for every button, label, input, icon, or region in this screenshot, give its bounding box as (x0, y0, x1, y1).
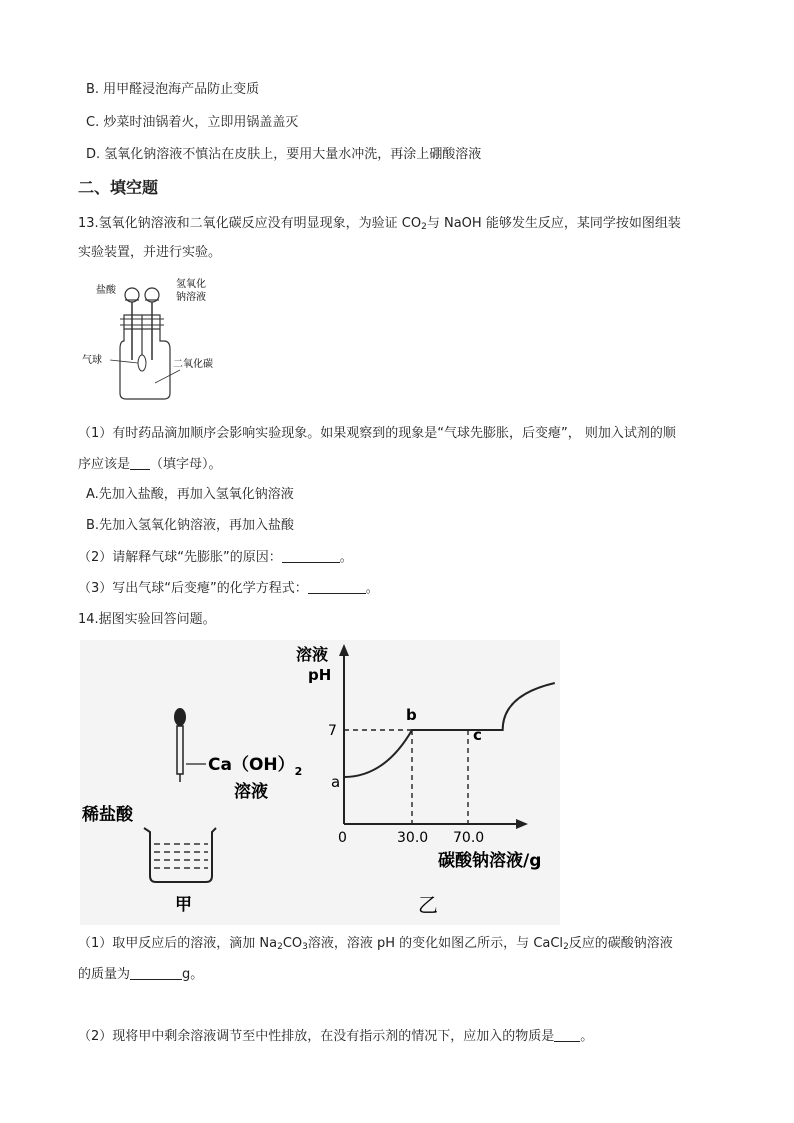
figure-jia (81, 708, 302, 915)
q13-part1-line2: 序应该是 （填字母）。 (78, 457, 222, 472)
label-hcl: 盐酸 (96, 285, 116, 296)
caption-yi: 乙 (418, 893, 438, 917)
x-tick-30: 30.0 (397, 830, 429, 846)
answer-blank-4[interactable] (130, 965, 182, 980)
point-label-a: a (331, 773, 341, 791)
bottle (120, 329, 170, 399)
x-label: 碳酸钠溶液/g (438, 851, 542, 871)
reagent-label-2: 溶液 (234, 782, 268, 802)
q13-option-b: B.先加入氢氧化钠溶液，再加入盐酸 (86, 518, 295, 533)
q13-apparatus-figure (80, 275, 230, 405)
x-tick-0: 0 (338, 830, 347, 846)
option-c: C. 炒菜时油锅着火，立即用锅盖盖灭 (86, 115, 299, 130)
label-co2: 二氧化碳 (173, 359, 213, 370)
answer-blank-5[interactable] (554, 1027, 580, 1042)
y-label-2: pH (308, 666, 332, 684)
answer-blank-3[interactable] (308, 579, 366, 594)
q13-part2: （2）请解释气球“先膨胀”的原因： 。 (78, 550, 353, 565)
beaker-liquid (154, 844, 208, 868)
y-label-1: 溶液 (296, 645, 329, 664)
answer-blank-2[interactable] (282, 548, 340, 563)
q13-stem-line2: 实验装置，并进行实验。 (78, 245, 222, 260)
dropper-bulb (174, 708, 186, 726)
balloon (138, 355, 146, 371)
q14-figure (80, 640, 560, 925)
option-b: B. 用甲醛浸泡海产品防止变质 (86, 82, 260, 97)
q14-stem: 14.据图实验回答问题。 (78, 612, 216, 627)
q13-part1-line1: （1）有时药品滴加顺序会影响实验现象。如果观察到的现象是“气球先膨胀，后变瘪”， 则加入试剂的顺 (78, 426, 676, 441)
q14-part2: （2）现将甲中剩余溶液调节至中性排放，在没有指示剂的情况下，应加入的物质是 。 (78, 1029, 594, 1044)
y-axis-arrow (339, 644, 349, 656)
acid-label: 稀盐酸 (82, 805, 133, 825)
x-tick-70: 70.0 (453, 830, 485, 846)
q14-part1-line1: （1）取甲反应后的溶液，滴加 $Na_2CO_3$溶液，溶液 pH 的变化如图乙所示，与 CaCl$_2$反应的碳酸钠溶液 (78, 936, 673, 952)
reagent-label: $Ca(OH)_2$ (208, 755, 303, 778)
q13-stem: 13.氢氧化钠溶液和二氧化碳反应没有明显现象，为验证 $CO_2$与 NaOH 能够发生反应，某同学按如图组装 (78, 216, 681, 232)
dropper-tube (177, 726, 183, 774)
caption-jia: 甲 (175, 895, 192, 915)
y-tick-7: 7 (328, 723, 337, 739)
option-d: D. 氢氧化钠溶液不慎沾在皮肤上，要用大量水冲洗，再涂上硼酸溶液 (86, 147, 482, 162)
beaker (144, 828, 216, 882)
q13-option-a: A.先加入盐酸，再加入氢氧化钠溶液 (86, 487, 294, 502)
point-label-c: c (473, 726, 482, 744)
figure-yi-chart (296, 644, 555, 917)
label-naoh-1: 氢氧化 (176, 279, 206, 290)
point-label-b: b (406, 706, 417, 724)
x-axis-arrow (516, 819, 528, 829)
label-balloon: 气球 (82, 355, 102, 366)
section-title: 二、填空题 (78, 178, 159, 197)
q13-part3: （3）写出气球“后变瘪”的化学方程式： 。 (78, 581, 379, 596)
label-naoh-2: 钠溶液 (176, 292, 206, 303)
answer-blank-1[interactable] (130, 455, 150, 470)
q14-part1-line2: 的质量为 g。 (78, 967, 204, 982)
